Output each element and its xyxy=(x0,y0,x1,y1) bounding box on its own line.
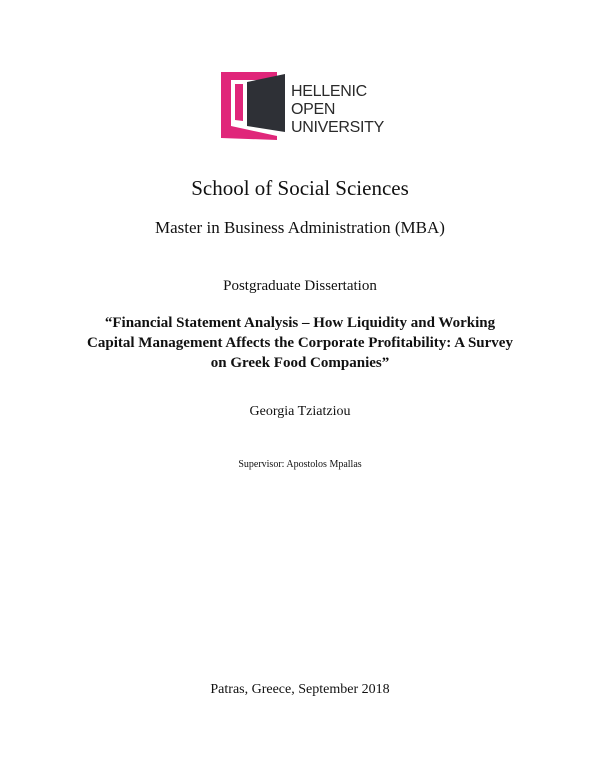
place-and-date: Patras, Greece, September 2018 xyxy=(210,682,390,697)
dissertation-title: “Financial Statement Analysis – How Liquidity and Working Capital Management Affects the Corporate Profitability: A Survey on Greek Food Companies” xyxy=(87,315,513,371)
logo-wordmark xyxy=(291,83,384,137)
logo-line-3: UNIVERSITY xyxy=(291,119,385,136)
program-name: Master in Business Administration (MBA) xyxy=(155,218,445,237)
university-logo xyxy=(221,70,391,140)
school-name: School of Social Sciences xyxy=(191,176,409,200)
supervisor-line: Supervisor: Apostolos Mpallas xyxy=(238,459,362,470)
author-name: Georgia Tziatziou xyxy=(249,404,351,419)
hellenic-open-university-logo-icon xyxy=(221,70,285,140)
logo-line-1: HELLENIC xyxy=(291,83,367,100)
logo-line-2: OPEN xyxy=(291,101,336,118)
document-type: Postgraduate Dissertation xyxy=(223,278,377,294)
